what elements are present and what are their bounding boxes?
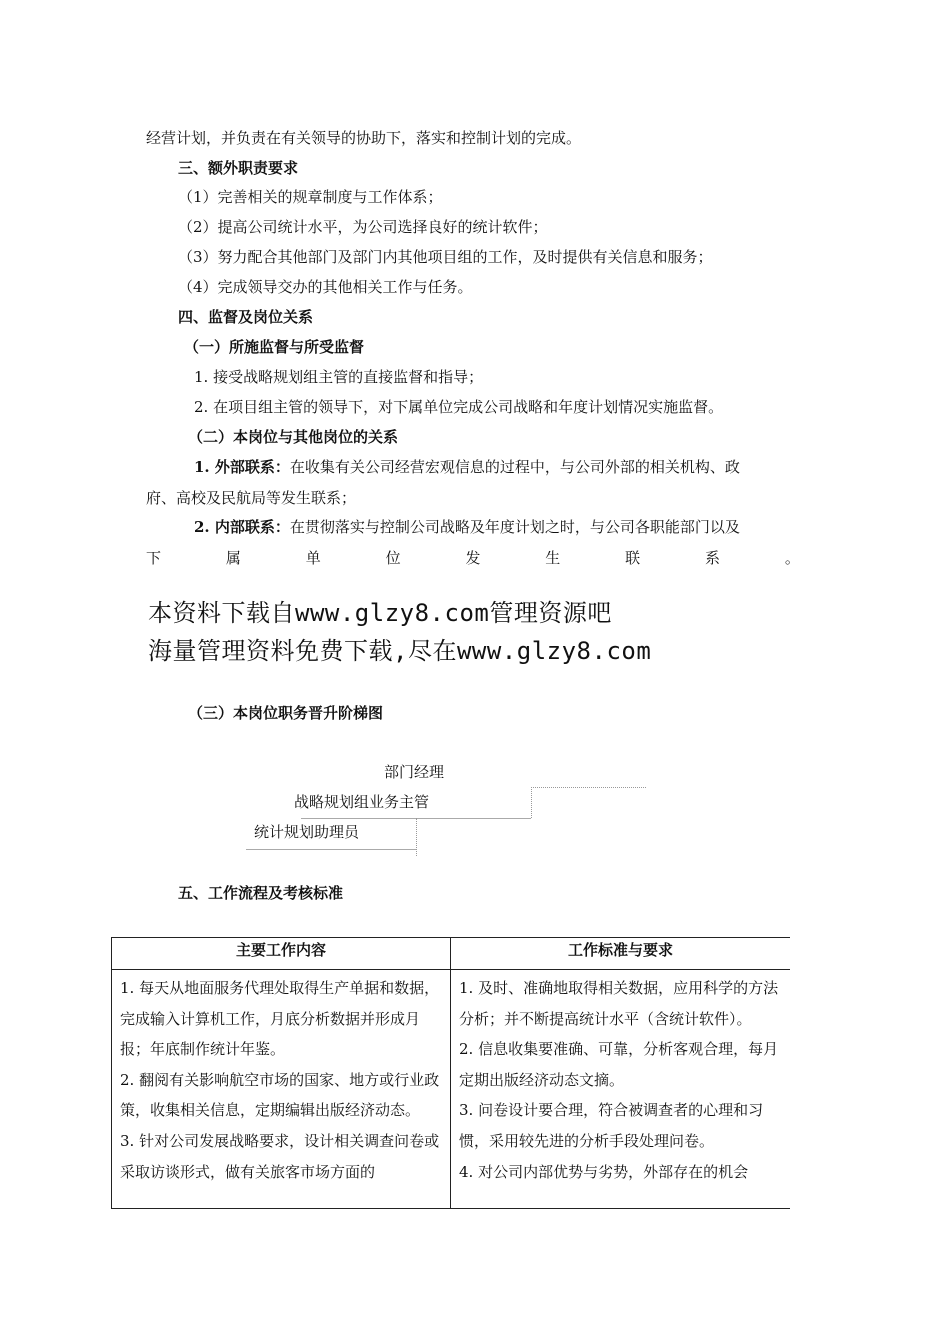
external-relation-line xyxy=(194,456,740,478)
work-item: 3. 针对公司发展战略要求，设计相关调查问卷或采取访谈形式，做有关旅客市场方面的 xyxy=(120,1131,440,1181)
external-relation-text: 在收集有关公司经营宏观信息的过程中，与公司外部的相关机构、政 xyxy=(289,458,740,476)
section3-item-3: （3）努力配合其他部门及部门内其他项目组的工作，及时提供有关信息和服务； xyxy=(178,248,713,266)
section4-sub1-item-2: 2. 在项目组主管的领导下，对下属单位完成公司战略和年度计划情况实施监督。 xyxy=(194,398,724,416)
justified-char: 联 xyxy=(625,549,641,567)
ladder-top-step xyxy=(531,787,646,788)
standard-item: 1. 及时、准确地取得相关数据，应用科学的方法分析；并不断提高统计水平（含统计软件）。 xyxy=(459,979,779,1028)
justified-char: 单 xyxy=(305,549,321,567)
ladder-level-bottom: 统计规划助理员 xyxy=(254,823,360,841)
section3-item-4: （4）完成领导交办的其他相关工作与任务。 xyxy=(178,278,473,296)
external-relation-line-2: 府、高校及民航局等发生联系； xyxy=(146,489,357,507)
table-header-cell: 工作标准与要求 xyxy=(451,938,791,970)
work-item: 2. 翻阅有关影响航空市场的国家、地方或行业政策，收集相关信息，定期编辑出版经济动态。 xyxy=(120,1070,440,1120)
section4-heading: 四、监督及岗位关系 xyxy=(178,308,314,326)
table-cell-work-content xyxy=(112,970,451,1210)
work-item: 1. 每天从地面服务代理处取得生产单据和数据，完成输入计算机工作，月底分析数据并形成月报；年底制作统计年鉴。 xyxy=(120,979,440,1059)
justified-char: 下 xyxy=(146,549,162,567)
standards-table xyxy=(111,937,790,1209)
watermark-line-1: 本资料下载自www.glzy8.com管理资源吧 xyxy=(148,599,612,627)
justified-char: 生 xyxy=(545,549,561,567)
internal-relation-text: 在贯彻落实与控制公司战略及年度计划之时，与公司各职能部门以及 xyxy=(289,518,740,536)
section3-item-1: （1）完善相关的规章制度与工作体系； xyxy=(178,188,443,206)
section5-heading: 五、工作流程及考核标准 xyxy=(178,884,344,902)
internal-relation-line-2 xyxy=(146,547,800,569)
table-bottom-border xyxy=(111,1208,790,1209)
section4-sub3-heading: （三）本岗位职务晋升阶梯图 xyxy=(188,704,384,722)
ladder-level-middle: 战略规划组业务主管 xyxy=(294,793,430,811)
standard-item: 3. 问卷设计要合理，符合被调查者的心理和习惯，采用较先进的分析手段处理问卷。 xyxy=(459,1101,764,1150)
table-row xyxy=(112,970,791,1210)
section4-sub1-heading: （一）所施监督与所受监督 xyxy=(184,338,365,356)
table-cell-work-standard xyxy=(451,970,791,1210)
table-header-cell: 主要工作内容 xyxy=(112,938,451,970)
standards-table-wrapper xyxy=(111,937,790,1209)
justified-char: 位 xyxy=(385,549,401,567)
internal-relation-label: 2. 内部联系： xyxy=(194,518,290,536)
section4-sub2-heading: （二）本岗位与其他岗位的关系 xyxy=(188,428,399,446)
internal-relation-line xyxy=(194,516,740,538)
justified-char: 。 xyxy=(784,549,800,567)
justified-char: 属 xyxy=(225,549,241,567)
table-header-row xyxy=(112,938,791,970)
standard-item: 4. 对公司内部优势与劣势，外部存在的机会 xyxy=(459,1162,749,1181)
justified-char: 发 xyxy=(465,549,481,567)
ladder-top-riser xyxy=(531,787,532,818)
watermark-line-2: 海量管理资料免费下载,尽在www.glzy8.com xyxy=(148,637,652,665)
ladder-bottom-step xyxy=(246,849,416,850)
section3-heading: 三、额外职责要求 xyxy=(178,159,299,177)
external-relation-label: 1. 外部联系： xyxy=(194,458,290,476)
justified-char: 系 xyxy=(705,549,721,567)
section4-sub1-item-1: 1. 接受战略规划组主管的直接监督和指导； xyxy=(194,368,484,386)
ladder-level-top: 部门经理 xyxy=(384,763,445,781)
standard-item: 2. 信息收集要准确、可靠，分析客观合理，每月定期出版经济动态文摘。 xyxy=(459,1040,779,1089)
intro-line: 经营计划，并负责在有关领导的协助下，落实和控制计划的完成。 xyxy=(146,129,582,147)
section3-item-2: （2）提高公司统计水平，为公司选择良好的统计软件； xyxy=(178,218,548,236)
ladder-middle-riser xyxy=(416,818,417,856)
